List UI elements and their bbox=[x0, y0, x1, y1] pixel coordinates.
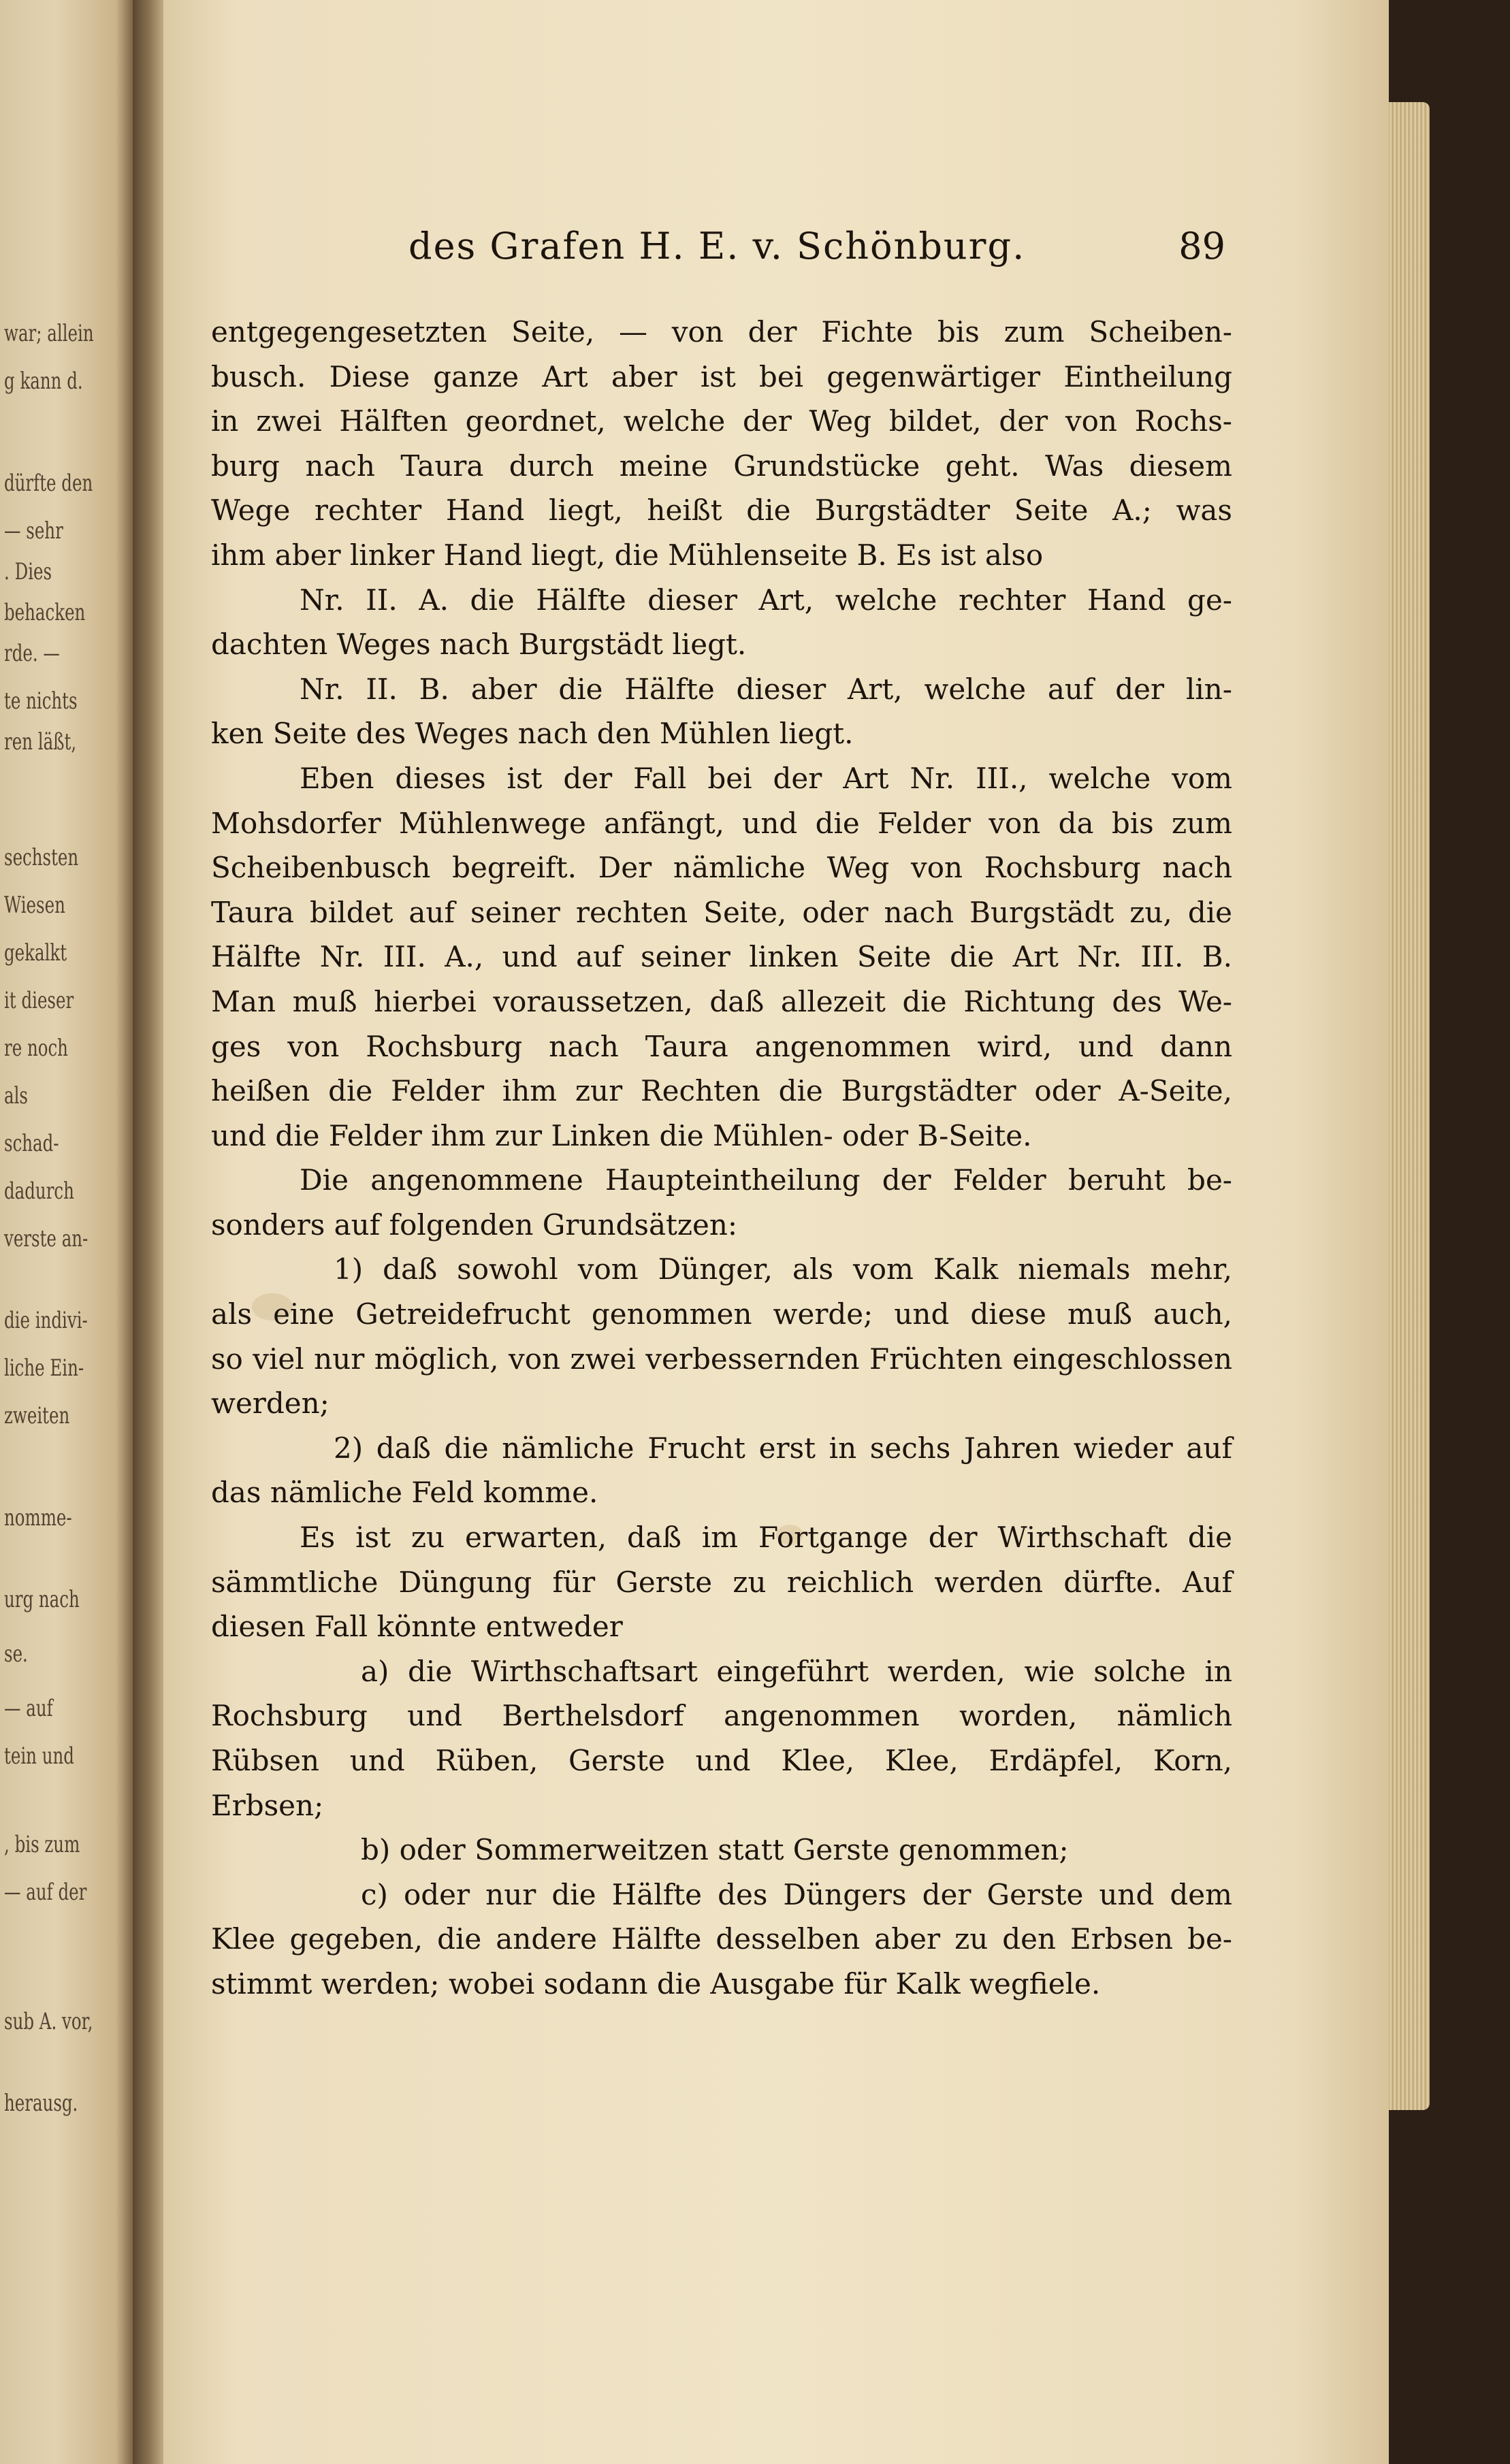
book-gutter bbox=[133, 0, 167, 2464]
text-line: ken Seite des Weges nach den Mühlen liegt. bbox=[211, 717, 854, 751]
left-page-fragment: . Dies bbox=[4, 558, 52, 585]
left-page bbox=[0, 0, 136, 2464]
text-line: das nämliche Feld komme. bbox=[211, 1476, 598, 1510]
left-page-fragment: verste an- bbox=[4, 1225, 89, 1252]
text-line: Die angenommene Haupteintheilung der Felder beruht be- bbox=[300, 1163, 1232, 1197]
left-page-fragment: re noch bbox=[4, 1035, 68, 1062]
left-page-fragment: zweiten bbox=[4, 1402, 70, 1429]
left-page-fragment: sub A. vor, bbox=[4, 2008, 93, 2035]
text-line: Wege rechter Hand liegt, heißt die Burgstädter Seite A.; was bbox=[211, 493, 1232, 528]
text-line: werden; bbox=[211, 1387, 330, 1421]
text-line: busch. Diese ganze Art aber ist bei gegenwärtiger Eintheilung bbox=[211, 359, 1232, 393]
text-line: Hälfte Nr. III. A., und auf seiner linken Seite die Art Nr. III. B. bbox=[211, 940, 1232, 974]
left-page-fragment: die indivi- bbox=[4, 1307, 88, 1334]
page-edges bbox=[1389, 102, 1430, 2110]
left-page-fragment: Wiesen bbox=[4, 892, 65, 919]
text-line: sonders auf folgenden Grundsätzen: bbox=[211, 1207, 738, 1242]
left-page-fragment: te nichts bbox=[4, 687, 78, 715]
text-line: dachten Weges nach Burgstädt liegt. bbox=[211, 628, 747, 662]
text-line: ges von Rochsburg nach Taura angenommen wird, und dann bbox=[211, 1029, 1232, 1063]
left-page-fragment: behacken bbox=[4, 599, 86, 626]
left-page-fragment: schad- bbox=[4, 1130, 59, 1157]
left-page-fragment: se. bbox=[4, 1640, 28, 1668]
text-line: heißen die Felder ihm zur Rechten die Burgstädter oder A-Seite, bbox=[211, 1074, 1232, 1108]
text-line: entgegengesetzten Seite, — von der Fichte bis zum Scheiben- bbox=[211, 315, 1232, 348]
left-page-fragment: rde. — bbox=[4, 640, 60, 667]
text-line: so viel nur möglich, von zwei verbessernden Früchten eingeschlossen bbox=[211, 1342, 1232, 1376]
left-page-fragment: sechsten bbox=[4, 844, 79, 871]
text-line: Scheibenbusch begreift. Der nämliche Weg von Rochsburg nach bbox=[211, 851, 1232, 885]
text-line: Taura bildet auf seiner rechten Seite, oder nach Burgstädt zu, die bbox=[211, 895, 1232, 929]
text-line: Nr. II. A. die Hälfte dieser Art, welche rechter Hand ge- bbox=[300, 583, 1232, 617]
left-page-fragment: — sehr bbox=[4, 517, 63, 545]
text-line: 1) daß sowohl vom Dünger, als vom Kalk niemals mehr, bbox=[334, 1252, 1232, 1286]
text-line: sämmtliche Düngung für Gerste zu reichlich werden dürfte. Auf bbox=[211, 1565, 1232, 1599]
left-page-fragment: als bbox=[4, 1082, 28, 1109]
text-line: in zwei Hälften geordnet, welche der Weg bildet, der von Rochs- bbox=[211, 404, 1232, 438]
text-line: Eben dieses ist der Fall bei der Art Nr. III., welche vom bbox=[300, 761, 1232, 795]
text-line: Erbsen; bbox=[211, 1788, 324, 1822]
text-line: ihm aber linker Hand liegt, die Mühlenseite B. Es ist also bbox=[211, 538, 1044, 572]
text-line: b) oder Sommerweitzen statt Gerste genommen; bbox=[361, 1833, 1069, 1867]
text-line: a) die Wirthschaftsart eingeführt werden, wie solche in bbox=[361, 1654, 1232, 1688]
text-line: Rübsen und Rüben, Gerste und Klee, Klee, Erdäpfel, Korn, bbox=[211, 1744, 1232, 1777]
text-line: und die Felder ihm zur Linken die Mühlen- oder B-Seite. bbox=[211, 1118, 1032, 1152]
left-page-fragment: urg nach bbox=[4, 1586, 80, 1613]
text-line: diesen Fall könnte entweder bbox=[211, 1610, 623, 1644]
left-page-fragment: gekalkt bbox=[4, 939, 67, 967]
left-page-fragment: dadurch bbox=[4, 1178, 74, 1205]
text-line: 2) daß die nämliche Frucht erst in sechs Jahren wieder auf bbox=[334, 1431, 1232, 1465]
text-line: Mohsdorfer Mühlenwege anfängt, und die Felder von da bis zum bbox=[211, 806, 1232, 840]
text-line: als eine Getreidefrucht genommen werde; und diese muß auch, bbox=[211, 1297, 1232, 1331]
text-line: Man muß hierbei voraussetzen, daß allezeit die Richtung des We- bbox=[211, 984, 1232, 1018]
text-line: burg nach Taura durch meine Grundstücke geht. Was diesem bbox=[211, 449, 1232, 483]
body-text bbox=[211, 310, 1232, 2007]
left-page-fragment: it dieser bbox=[4, 987, 74, 1014]
left-page-fragment: nomme- bbox=[4, 1504, 72, 1531]
left-page-fragment: herausg. bbox=[4, 2090, 78, 2117]
page-number: 89 bbox=[1178, 225, 1225, 268]
text-line: Klee gegeben, die andere Hälfte desselben aber zu den Erbsen be- bbox=[211, 1922, 1232, 1956]
running-header bbox=[408, 225, 1225, 286]
header-title: des Grafen H. E. v. Schönburg. bbox=[408, 225, 1026, 268]
text-line: Rochsburg und Berthelsdorf angenommen worden, nämlich bbox=[211, 1699, 1232, 1733]
left-page-fragment: — auf bbox=[4, 1695, 53, 1722]
left-page-fragment: , bis zum bbox=[4, 1831, 80, 1858]
left-page-fragment: tein und bbox=[4, 1742, 74, 1770]
text-line: c) oder nur die Hälfte des Düngers der Gerste und dem bbox=[361, 1877, 1232, 1911]
text-line: Nr. II. B. aber die Hälfte dieser Art, welche auf der lin- bbox=[300, 672, 1232, 706]
left-page-fragment: liche Ein- bbox=[4, 1355, 84, 1382]
left-page-fragment: — auf der bbox=[4, 1879, 87, 1906]
left-page-fragment: g kann d. bbox=[4, 368, 83, 395]
text-line: stimmt werden; wobei sodann die Ausgabe für Kalk wegfiele. bbox=[211, 1966, 1101, 2000]
left-page-fragment: ren läßt, bbox=[4, 728, 77, 756]
text-line: Es ist zu erwarten, daß im Fortgange der Wirthschaft die bbox=[300, 1521, 1232, 1555]
left-page-fragment: dürfte den bbox=[4, 470, 93, 497]
left-page-fragment: war; allein bbox=[4, 320, 94, 347]
